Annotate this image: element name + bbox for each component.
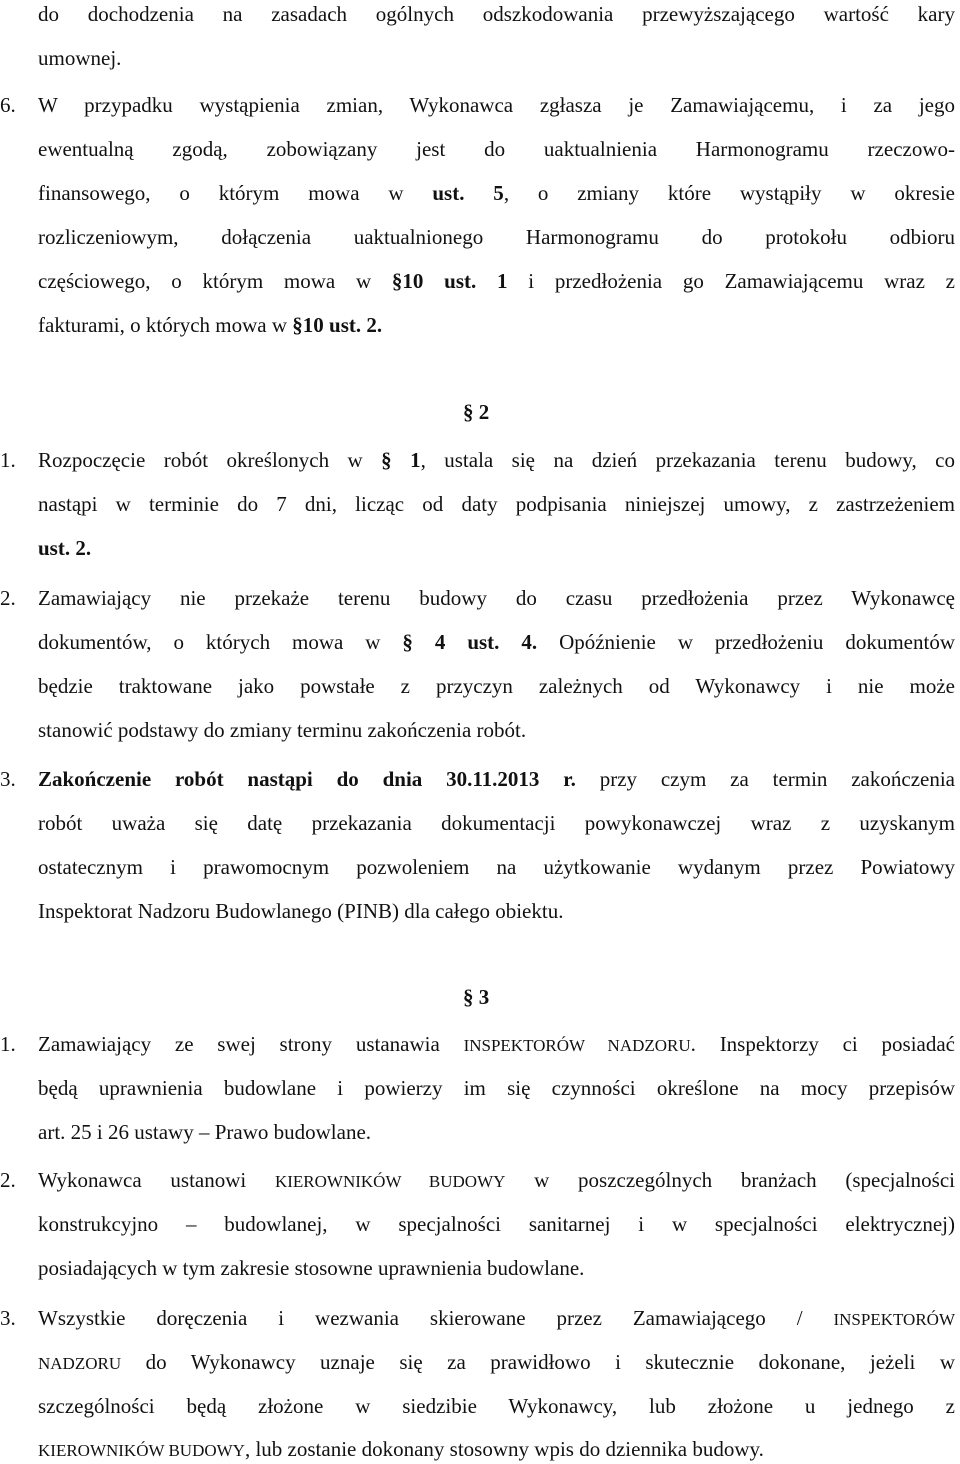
text-line <box>38 180 955 206</box>
text-line <box>38 1 955 27</box>
text-line <box>38 1393 955 1419</box>
text-line <box>38 92 955 118</box>
item-number: 3. <box>0 767 16 791</box>
item-number: 1. <box>0 448 16 472</box>
line-text: Wszystkie doręczenia i wezwania skierowane przez Zamawiającego / <box>38 1306 834 1330</box>
text-line <box>38 1349 955 1375</box>
line-text: , ustala się na dzień przekazania terenu budowy, co <box>420 448 956 472</box>
reference-bold: 10 ust. 2. <box>302 313 383 337</box>
text-line <box>38 898 955 924</box>
reference-bold: ust. 5 <box>432 181 504 205</box>
text-line <box>38 312 955 338</box>
small-caps-term: KIEROWNIKÓW BUDOWY <box>38 1441 245 1460</box>
line-text: szczególności będą złożone w siedzibie Wykonawcy, lub złożone u jednego z <box>38 1394 955 1418</box>
text-line <box>38 1211 955 1237</box>
reference-bold: ust. 2. <box>38 536 92 560</box>
line-text: Inspektorat Nadzoru Budowlanego (PINB) dla całego obiektu. <box>38 899 564 923</box>
text-line <box>38 136 955 162</box>
text-line <box>38 1119 955 1145</box>
line-text: fakturami, o których mowa w <box>38 313 293 337</box>
text-line <box>38 447 955 473</box>
line-text: nastąpi w terminie do 7 dni, licząc od daty podpisania niniejszej umowy, z zastrzeżeniem <box>38 492 955 516</box>
line-text: W przypadku wystąpienia zmian, Wykonawca zgłasza je Zamawiającemu, i za jego <box>38 93 955 117</box>
text-line <box>38 766 955 792</box>
line-text: i przedłożenia go Zamawiającemu wraz z <box>507 269 955 293</box>
text-line <box>38 810 955 836</box>
small-caps-term: NADZORU <box>38 1354 122 1373</box>
section-sign-icon: § <box>292 313 303 337</box>
line-text: do dochodzenia na zasadach ogólnych odszkodowania przewyższającego wartość kary <box>38 2 955 26</box>
line-text: przy czym za termin zakończenia <box>575 767 955 791</box>
line-text: do Wykonawcy uznaje się za prawidłowo i skutecznie dokonane, jeżeli w <box>121 1350 955 1374</box>
text-line <box>38 1075 955 1101</box>
text-line <box>38 1255 955 1281</box>
small-caps-term: INSPEKTORÓW <box>833 1310 955 1329</box>
line-text: częściowego, o którym mowa w <box>38 269 392 293</box>
section-sign-icon: § <box>463 400 474 424</box>
line-text: , o zmiany które wystąpiły w okresie <box>503 181 955 205</box>
section-sign-icon: § <box>463 985 474 1009</box>
line-text: dokumentów, o których mowa w <box>38 630 403 654</box>
line-text: stanowić podstawy do zmiany terminu zakończenia robót. <box>38 718 527 742</box>
text-line <box>38 1167 955 1193</box>
line-text: Zamawiający nie przekaże terenu budowy do czasu przedłożenia przez Wykonawcę <box>38 586 955 610</box>
text-line <box>38 491 955 517</box>
line-text: finansowego, o którym mowa w <box>38 181 433 205</box>
small-caps-term: INSPEKTORÓW NADZORU <box>463 1036 691 1055</box>
line-text: rozliczeniowym, dołączenia uaktualnionego Harmonogramu do protokołu odbioru <box>38 225 955 249</box>
section-sign-icon: § <box>391 269 403 293</box>
line-text: , lub zostanie dokonany stosowny wpis do dziennika budowy. <box>244 1437 764 1461</box>
line-text: będzie traktowane jako powstałe z przyczyn zależnych od Wykonawcy i nie może <box>38 674 955 698</box>
line-text: Rozpoczęcie robót określonych w <box>38 448 382 472</box>
item-number: 2. <box>0 586 16 610</box>
text-line <box>38 224 955 250</box>
item-number: 6. <box>0 93 16 117</box>
line-text: umownej. <box>38 46 122 70</box>
line-text: Opóźnienie w przedłożeniu dokumentów <box>537 630 955 654</box>
text-line <box>38 629 955 655</box>
line-text: art. 25 i 26 ustawy – Prawo budowlane. <box>38 1120 372 1144</box>
line-text: posiadających w tym zakresie stosowne uprawnienia budowlane. <box>38 1256 585 1280</box>
deadline-bold: Zakończenie robót nastąpi do dnia 30.11.2013 r. <box>38 767 576 791</box>
text-line <box>38 1305 955 1331</box>
section-number: 2 <box>478 400 490 424</box>
line-text: robót uważa się datę przekazania dokumentacji powykonawczej wraz z uzyskanym <box>38 811 955 835</box>
item-number: 2. <box>0 1168 16 1192</box>
text-line <box>38 585 955 611</box>
reference-bold: 4 ust. 4. <box>434 630 538 654</box>
item-number: 3. <box>0 1306 16 1330</box>
text-line <box>38 268 955 294</box>
text-line <box>38 854 955 880</box>
line-text: ewentualną zgodą, zobowiązany jest do uaktualnienia Harmonogramu rzeczowo- <box>38 137 955 161</box>
text-line <box>38 1436 955 1462</box>
line-text: będą uprawnienia budowlane i powierzy im się czynności określone na mocy przepisów <box>38 1076 955 1100</box>
item-number: 1. <box>0 1032 16 1056</box>
text-line <box>38 535 955 561</box>
line-text: Wykonawca ustanowi <box>38 1168 275 1192</box>
line-text: w poszczególnych branżach (specjalności <box>505 1168 955 1192</box>
text-line <box>38 45 955 71</box>
text-line <box>38 717 955 743</box>
line-text: ostatecznym i prawomocnym pozwoleniem na użytkowanie wydanym przez Powiatowy <box>38 855 955 879</box>
text-line <box>38 673 955 699</box>
reference-bold: 10 ust. 1 <box>402 269 508 293</box>
reference-bold: 1 <box>410 448 421 472</box>
section-heading <box>463 983 523 1011</box>
section-sign-icon: § <box>402 630 413 654</box>
section-sign-icon: § <box>381 448 392 472</box>
small-caps-term: KIEROWNIKÓW BUDOWY <box>274 1172 506 1191</box>
line-text: . Inspektorzy ci posiadać <box>690 1032 955 1056</box>
line-text: konstrukcyjno – budowlanej, w specjalności sanitarnej i w specjalności elektrycznej) <box>38 1212 955 1236</box>
text-line <box>38 1031 955 1057</box>
section-heading <box>463 398 523 426</box>
line-text: Zamawiający ze swej strony ustanawia <box>38 1032 464 1056</box>
section-number: 3 <box>478 985 490 1009</box>
